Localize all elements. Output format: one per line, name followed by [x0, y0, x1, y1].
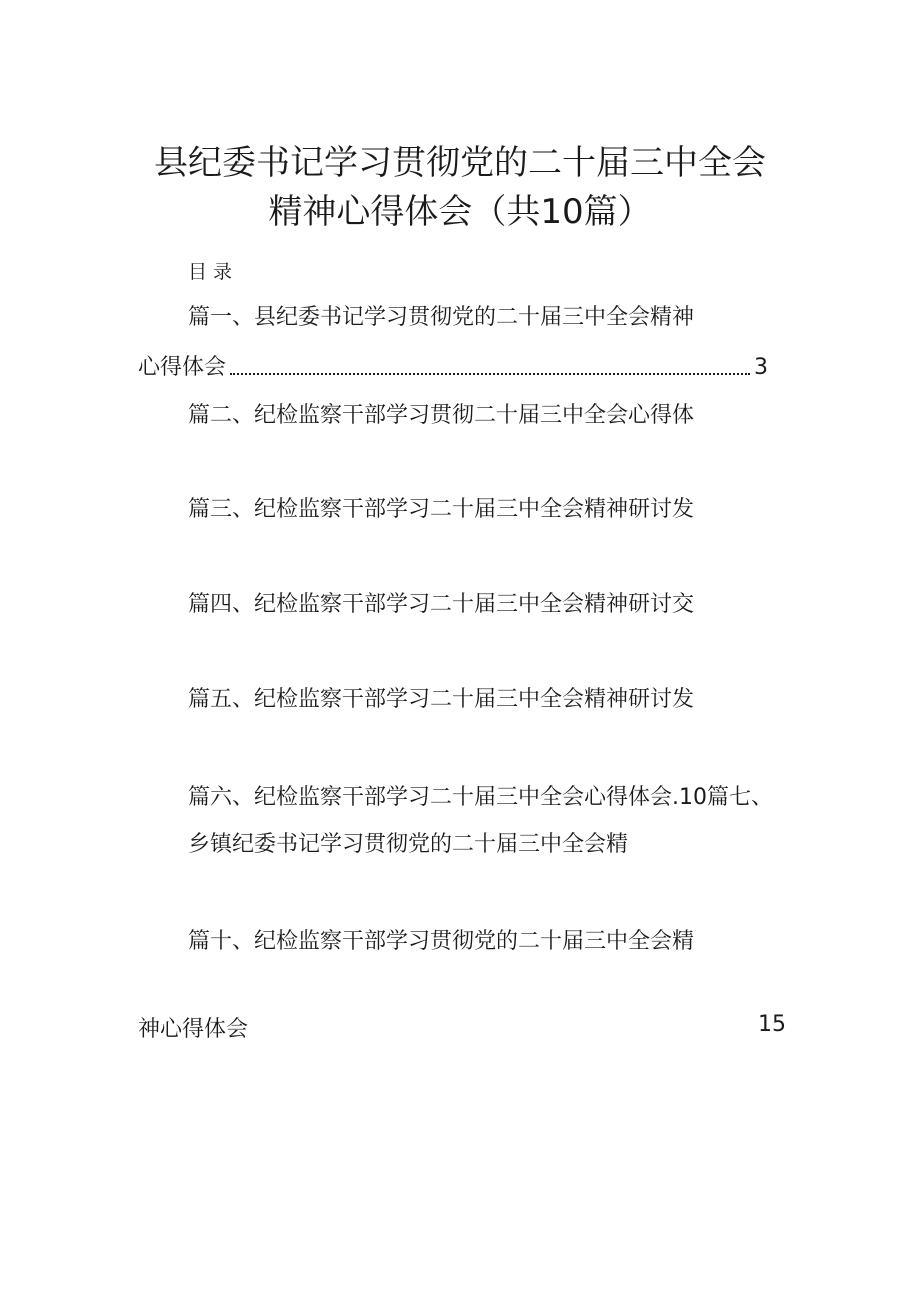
toc-entry-10-line-2[interactable]: 神心得体会	[138, 1017, 249, 1042]
toc-entry-10-line-1[interactable]: 篇十、纪检监察干部学习贯彻党的二十届三中全会精	[188, 929, 695, 954]
toc-entry-2-line-1[interactable]: 篇二、纪检监察干部学习贯彻二十届三中全会心得体	[188, 403, 695, 428]
toc-entry-1-page: 3	[754, 355, 768, 380]
toc-entry-10-page: 15	[758, 1012, 786, 1037]
dot-leader	[230, 373, 750, 375]
toc-entry-5-line-1[interactable]: 篇五、纪检监察干部学习二十届三中全会精神研讨发	[188, 687, 695, 712]
toc-entry-6-line-2[interactable]: 乡镇纪委书记学习贯彻党的二十届三中全会精	[188, 832, 629, 857]
toc-entry-6-line-1[interactable]: 篇六、纪检监察干部学习二十届三中全会心得体会.10篇七、	[188, 785, 773, 810]
document-title-line-1: 县纪委书记学习贯彻党的二十届三中全会	[154, 143, 766, 183]
toc-entry-4-line-1[interactable]: 篇四、纪检监察干部学习二十届三中全会精神研讨交	[188, 592, 695, 617]
toc-entry-3-line-1[interactable]: 篇三、纪检监察干部学习二十届三中全会精神研讨发	[188, 497, 695, 522]
toc-entry-1-line-2-row[interactable]	[138, 353, 768, 383]
toc-entry-1-line-1[interactable]: 篇一、县纪委书记学习贯彻党的二十届三中全会精神	[188, 305, 695, 330]
toc-label: 目录	[188, 261, 239, 283]
toc-entry-1-line-2: 心得体会	[138, 355, 227, 380]
document-title-line-2: 精神心得体会（共10篇）	[268, 192, 652, 232]
